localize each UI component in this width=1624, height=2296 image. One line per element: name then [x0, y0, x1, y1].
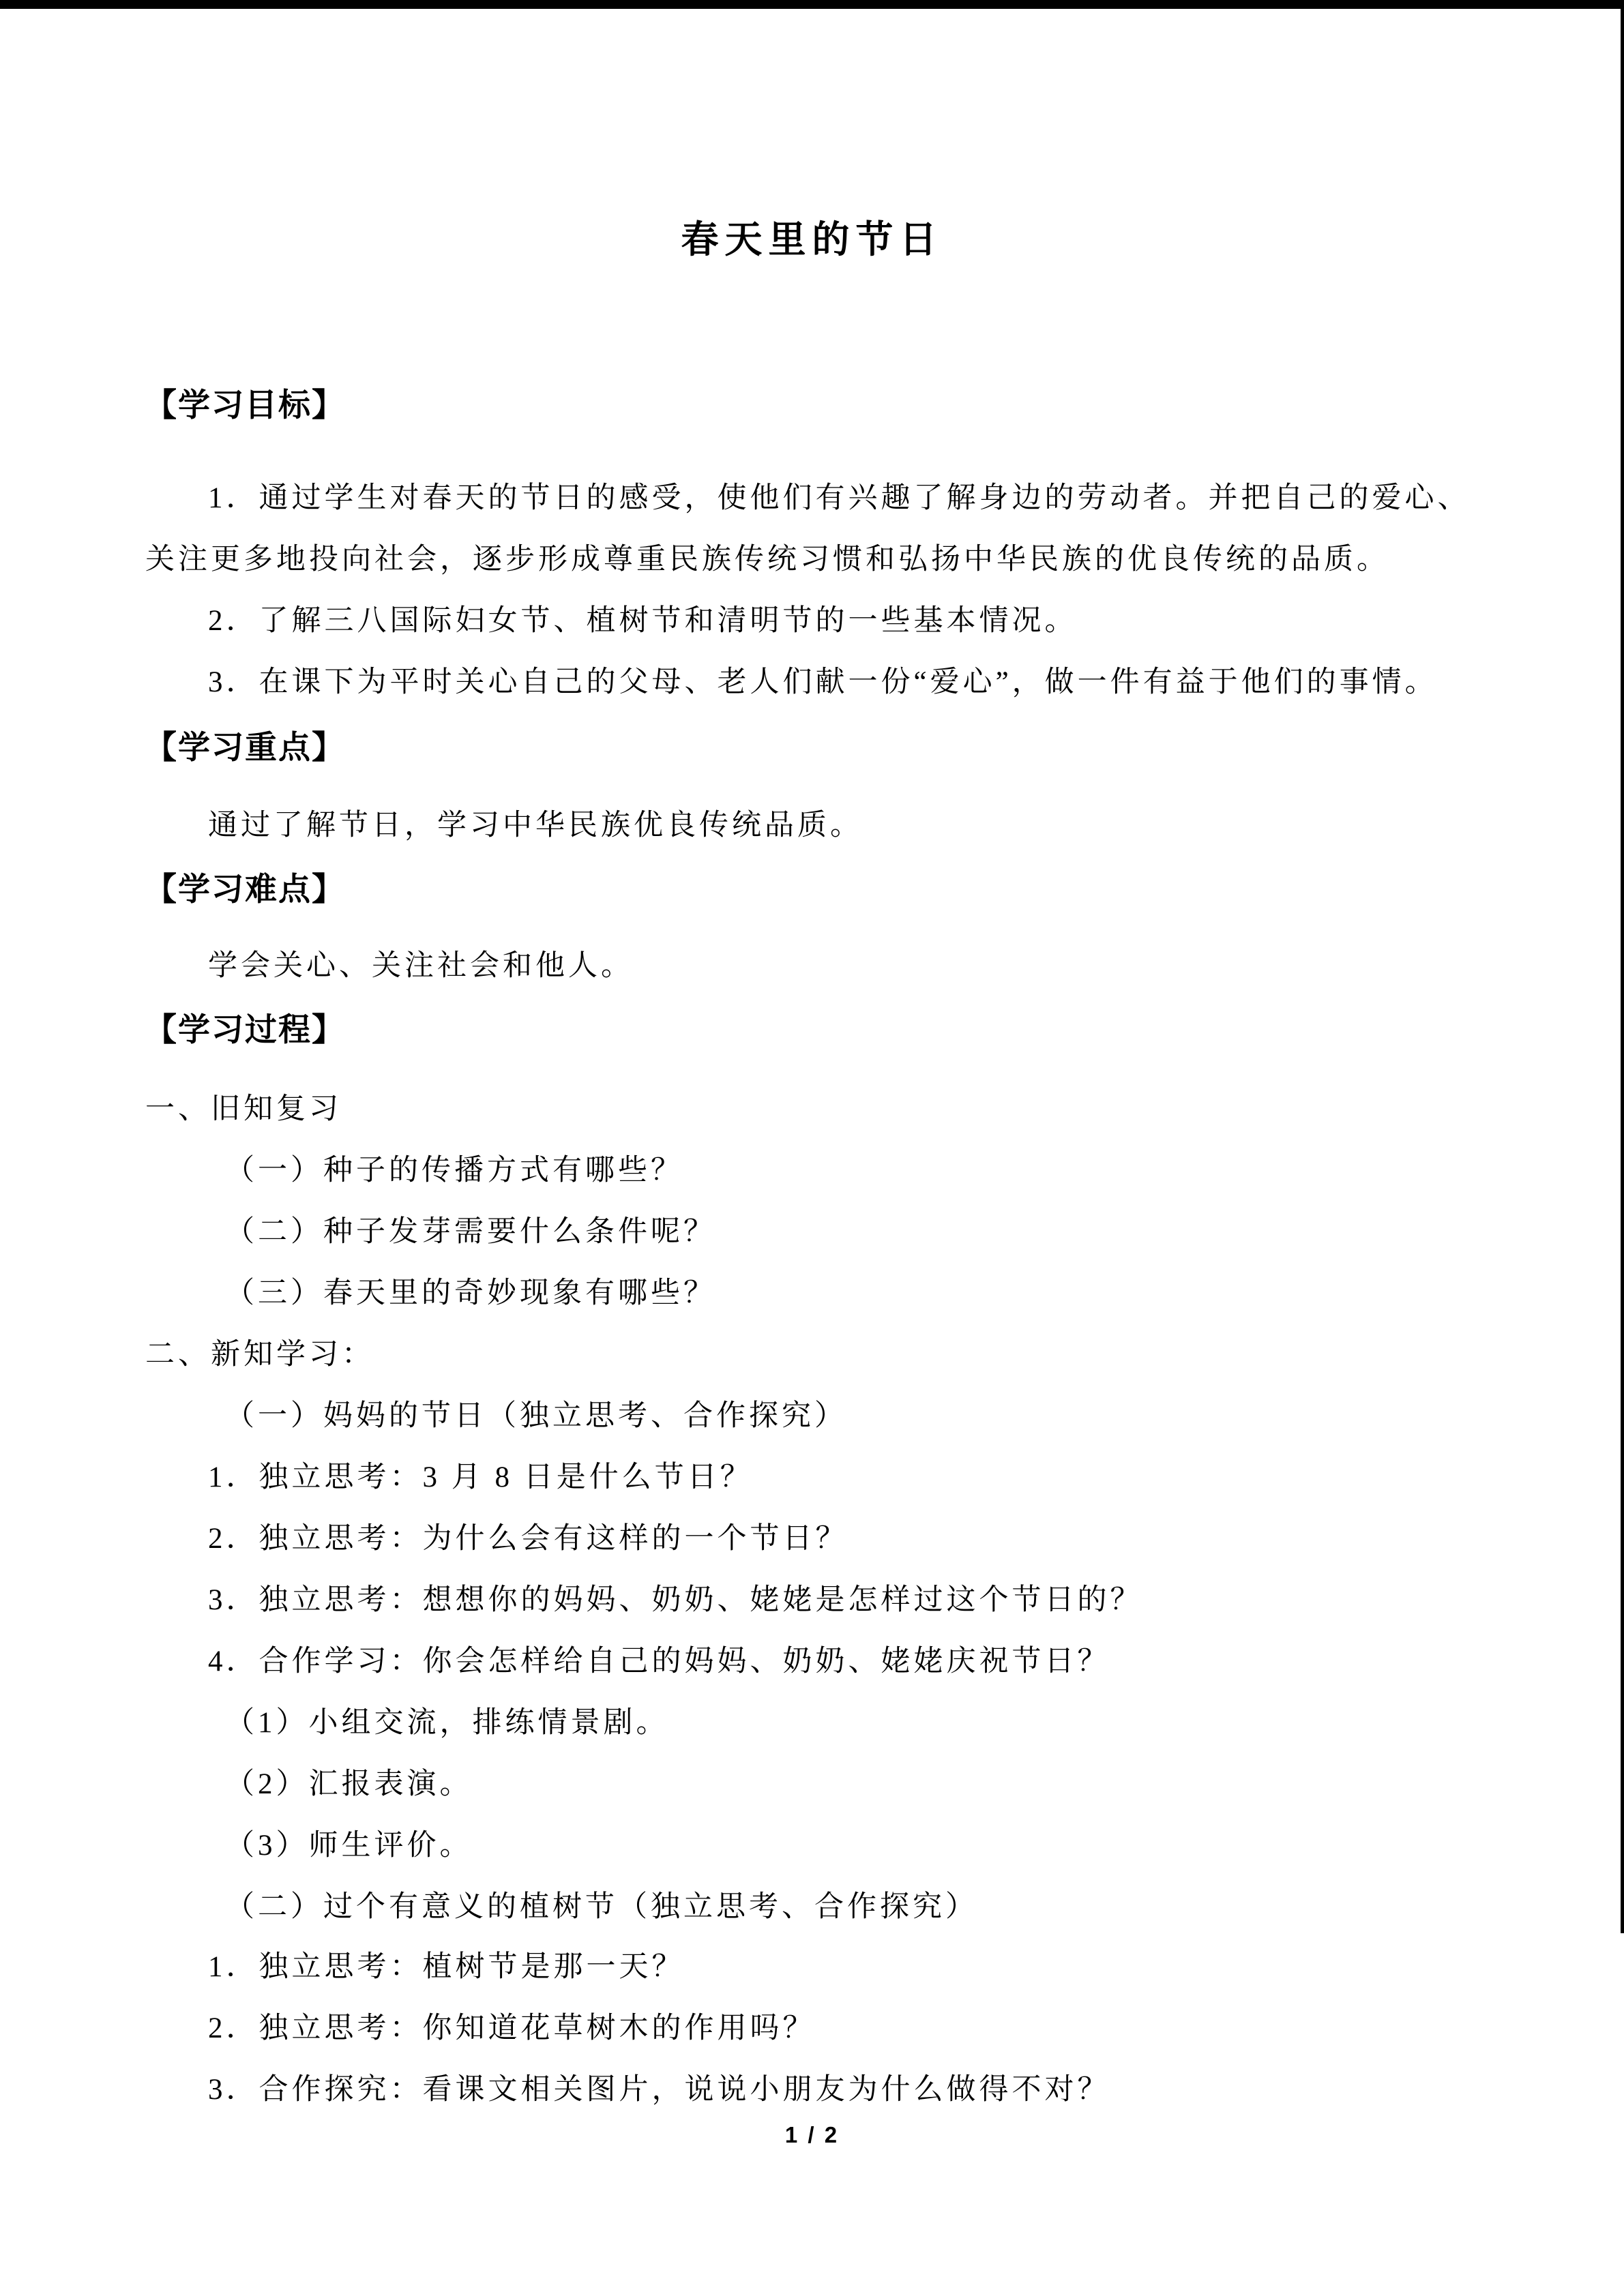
paragraph-line: 4．合作学习：你会怎样给自己的妈妈、奶奶、姥姥庆祝节日？ — [208, 1645, 1110, 1678]
paragraph-line: （2）汇报表演。 — [225, 1768, 473, 1800]
paragraph-line: （一）妈妈的节日（独立思考、合作探究） — [225, 1400, 847, 1432]
section-heading-difficulties: 【学习难点】 — [145, 872, 345, 908]
paragraph-line: 一、旧知复习 — [145, 1093, 342, 1125]
paragraph-line: 1．独立思考：3 月 8 日是什么节日？ — [208, 1461, 753, 1493]
paragraph-line: 3．在课下为平时关心自己的父母、老人们献一份“爱心”，做一件有益于他们的事情。 — [208, 666, 1438, 698]
paragraph-line: 2．独立思考：为什么会有这样的一个节日？ — [208, 1523, 848, 1555]
section-heading-key-points: 【学习重点】 — [145, 730, 345, 766]
paragraph-line: 二、新知学习： — [145, 1339, 374, 1371]
paragraph-line: 1．通过学生对春天的节日的感受，使他们有兴趣了解身边的劳动者。并把自己的爱心、 — [208, 482, 1471, 514]
page-number: 1 / 2 — [784, 2122, 840, 2147]
paragraph-line: 3．合作探究：看课文相关图片，说说小朋友为什么做得不对？ — [208, 2074, 1110, 2106]
paragraph-line: 通过了解节日，学习中华民族优良传统品质。 — [208, 809, 863, 841]
page-right-border — [1621, 0, 1624, 1933]
paragraph-line: 关注更多地投向社会，逐步形成尊重民族传统习惯和弘扬中华民族的优良传统的品质。 — [145, 543, 1389, 576]
document-title: 春天里的节日 — [681, 219, 943, 260]
section-heading-objectives: 【学习目标】 — [145, 388, 345, 423]
paragraph-line: （3）师生评价。 — [225, 1830, 473, 1862]
paragraph-line: （1）小组交流，排练情景剧。 — [225, 1707, 669, 1739]
paragraph-line: （三）春天里的奇妙现象有哪些？ — [225, 1277, 716, 1309]
paragraph-line: 3．独立思考：想想你的妈妈、奶奶、姥姥是怎样过这个节日的？ — [208, 1584, 1143, 1616]
section-heading-process: 【学习过程】 — [145, 1013, 345, 1048]
paragraph-line: （二）种子发芽需要什么条件呢？ — [225, 1216, 716, 1248]
paragraph-line: （一）种子的传播方式有哪些？ — [225, 1154, 683, 1187]
paragraph-line: 2．了解三八国际妇女节、植树节和清明节的一些基本情况。 — [208, 605, 1078, 637]
paragraph-line: 1．独立思考：植树节是那一天？ — [208, 1951, 685, 1983]
paragraph-line: 学会关心、关注社会和他人。 — [208, 950, 634, 982]
page-top-border — [0, 0, 1624, 9]
paragraph-line: 2．独立思考：你知道花草树木的作用吗？ — [208, 2012, 816, 2044]
paragraph-line: （二）过个有意义的植树节（独立思考、合作探究） — [225, 1891, 978, 1923]
